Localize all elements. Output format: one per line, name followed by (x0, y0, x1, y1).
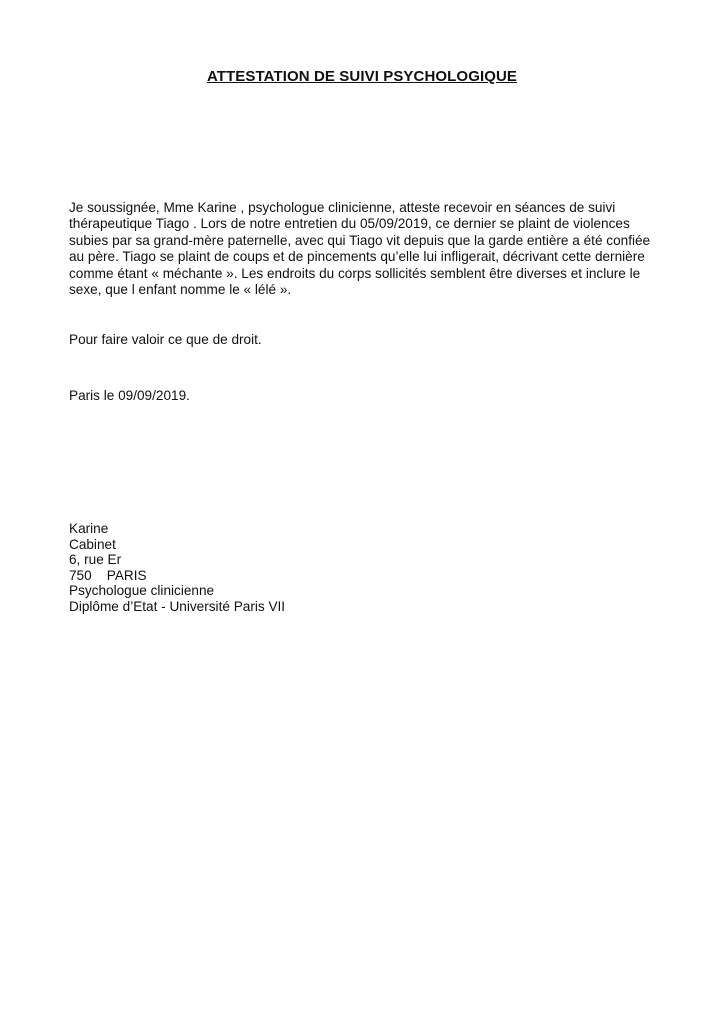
cabinet-name: Cabinet (69, 536, 116, 552)
diploma: Diplôme d’Etat - Université Paris VII (69, 598, 286, 614)
document-title: ATTESTATION DE SUIVI PSYCHOLOGIQUE (206, 68, 518, 85)
signatory-name: Karine (69, 521, 109, 536)
closing-formula: Pour faire valoir ce que de droit. (69, 332, 262, 347)
postal-city: 750 PARIS (69, 567, 147, 583)
attestation-body (69, 200, 659, 298)
signature-block (69, 521, 285, 615)
attestation-text: Je soussignée, Mme Karine , psychologue clinicienne, atteste recevoir en séances de suivi thérapeutique Tiago . Lors de notre entretien du 05/09/2019, ce dernier se plaint de violences subies par sa grand-mère paternelle, avec qui Tiago vit depuis que la garde entière a été confiée au père. Tiago se plaint de coups et de pincements qu’elle lui infligerait, décrivant cette dernière comme étant « méchante ». Les endroits du corps sollicités semblent être diverses et inclure le sexe, que l enfant nomme le « lélé ». (69, 200, 651, 298)
place-and-date: Paris le 09/09/2019. (69, 388, 190, 403)
professional-role: Psychologue clinicienne (69, 583, 215, 599)
street-address: 6, rue Er (69, 552, 122, 568)
